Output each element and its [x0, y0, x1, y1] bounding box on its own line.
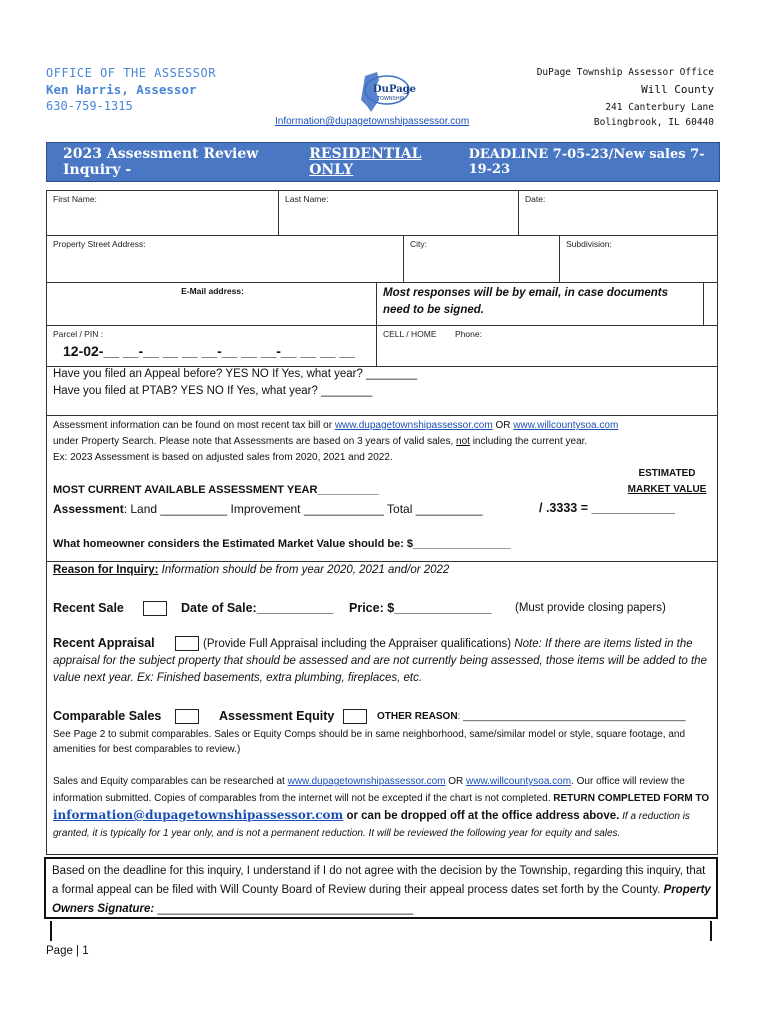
- email-label: E-Mail address:: [181, 286, 244, 296]
- footer-left-mark: [50, 921, 52, 941]
- comparable-sales-label: Comparable Sales: [53, 709, 162, 723]
- title-banner: [46, 142, 720, 182]
- willcounty-link[interactable]: www.willcountysoa.com: [513, 420, 619, 431]
- parcel-label: Parcel / PIN :: [53, 329, 104, 339]
- info-line-3: Ex: 2023 Assessment is based on adjusted sales from 2020, 2021 and 2022.: [53, 452, 393, 463]
- signature-box: [44, 857, 718, 919]
- subdivision-label: Subdivision:: [566, 239, 612, 249]
- info-line-2-text: under Property Search. Please note that Assessments are based on 3 years of valid sales,: [53, 436, 457, 447]
- phone-label: Phone:: [455, 329, 482, 339]
- most-current-year: MOST CURRENT AVAILABLE ASSESSMENT YEAR__________: [53, 484, 379, 496]
- other-reason-label: OTHER REASON: [377, 711, 458, 722]
- info-or: OR: [492, 420, 514, 431]
- last-name-field[interactable]: [278, 190, 519, 236]
- township-logo: [355, 70, 417, 114]
- address-line1: 241 Canterbury Lane: [605, 102, 714, 113]
- footer-right-mark: [710, 921, 712, 941]
- signature-label: Property Owners Signature:: [52, 884, 711, 915]
- reason-section: [46, 561, 718, 855]
- date-of-sale: Date of Sale:___________: [181, 601, 334, 615]
- reason-header: [53, 564, 449, 576]
- return-label: RETURN COMPLETED FORM TO: [553, 792, 710, 804]
- return-email-link[interactable]: information@dupagetownshipassessor.com: [53, 808, 344, 822]
- date-field[interactable]: [518, 190, 718, 236]
- page-number: Page | 1: [46, 945, 89, 957]
- dupage-link[interactable]: www.dupagetownshipassessor.com: [334, 420, 493, 431]
- date-label: Date:: [525, 194, 546, 204]
- research-or: OR: [445, 776, 467, 787]
- first-name-label: First Name:: [53, 194, 97, 204]
- recent-appraisal-label: Recent Appraisal: [53, 636, 155, 650]
- appraisal-text: (Provide Full Appraisal including the Appraiser qualifications): [203, 638, 515, 650]
- city-label: City:: [410, 239, 427, 249]
- research-paragraph: [53, 774, 713, 842]
- page2-note: See Page 2 to submit comparables. Sales or Equity Comps should be in same neighborhood, same/similar model or style, square footage, and amenities for best comparables to review.): [53, 729, 686, 755]
- research-willcounty-link[interactable]: www.willcountysoa.com: [466, 776, 572, 787]
- recent-sale-checkbox[interactable]: [143, 601, 167, 616]
- sale-price: Price: $______________: [349, 601, 492, 615]
- divisor-calc: / .3333 = ____________: [539, 501, 675, 515]
- research-post: . Our office will review the information submitted. Copies of comparables from the internet will not be excepted if the chart is not completed.: [53, 776, 685, 804]
- svg-text:TOWNSHIP: TOWNSHIP: [377, 96, 405, 102]
- appeal-question-1: Have you filed an Appeal before? YES NO If Yes, what year? ________: [53, 368, 418, 380]
- street-address-label: Property Street Address:: [53, 239, 146, 249]
- street-address-field[interactable]: [46, 235, 404, 283]
- banner-title: 2023 Assessment Review Inquiry -: [63, 146, 259, 178]
- signature-text: Based on the deadline for this inquiry, I understand if I do not agree with the decision by the Township, regarding this inquiry, that a formal appeal can be filed with Will County Board of Review during their appeal process dates set forth by the County.: [52, 865, 706, 896]
- comparable-sales-checkbox[interactable]: [175, 709, 199, 724]
- research-text: Sales and Equity comparables can be researched at: [53, 776, 288, 787]
- office-phone: 630-759-1315: [46, 99, 133, 113]
- reduction-note: If a reduction is granted, it is typically for 1 year only, and is not a permanent reduction. It will be reviewed the following year for equity and sales.: [53, 811, 690, 839]
- banner-residential: RESIDENTIAL ONLY: [309, 146, 422, 178]
- office-title: OFFICE OF THE ASSESSOR: [46, 66, 216, 80]
- assessment-fields: : Land __________ Improvement ____________ Total __________: [123, 502, 483, 516]
- signature-line[interactable]: ________________________________________: [157, 903, 414, 915]
- first-name-field[interactable]: [46, 190, 279, 236]
- other-reason: [377, 711, 686, 722]
- info-line-2: [53, 436, 587, 447]
- banner-deadline: DEADLINE 7-05-23/New sales 7-19-23: [468, 147, 705, 177]
- info-line-2-post: including the current year.: [469, 436, 588, 447]
- assessor-name: Ken Harris, Assessor: [46, 82, 197, 97]
- estimated-label: ESTIMATED: [638, 468, 696, 479]
- appeal-question-2: Have you filed at PTAB? YES NO If Yes, what year? ________: [53, 385, 373, 397]
- email-field[interactable]: [46, 282, 377, 326]
- info-line-1: [53, 420, 713, 431]
- closing-note: (Must provide closing papers): [515, 602, 666, 614]
- research-dupage-link[interactable]: www.dupagetownshipassessor.com: [287, 776, 446, 787]
- header-email-link[interactable]: Information@dupagetownshipassessor.com: [275, 116, 470, 127]
- phone-field[interactable]: [376, 325, 718, 367]
- return-post: or can be dropped off at the office address above.: [343, 810, 620, 822]
- email-note-box: [376, 282, 704, 326]
- cell-home-label: CELL / HOME: [383, 329, 437, 339]
- address-line2: Bolingbrook, IL 60440: [593, 117, 714, 128]
- homeowner-estimate: What homeowner considers the Estimated Market Value should be: $________________: [53, 538, 511, 550]
- email-note-side: [703, 282, 718, 326]
- pin-value: 12-02-__ __-__ __ __ __-__ __ __-__ __ __ __: [63, 343, 355, 359]
- appeal-section: [46, 366, 718, 416]
- appraisal-note: Note: If there are items listed in the appraisal for the subject property that should be assessed and are not currently being assessed, those items will be added to the value next year. Ex: Finished basements, extra plumbing, fireplaces, etc.: [53, 638, 707, 684]
- county-name: Will County: [641, 83, 714, 96]
- subdivision-field[interactable]: [559, 235, 718, 283]
- email-note: Most responses will be by email, in case documents need to be signed.: [383, 287, 669, 316]
- city-field[interactable]: [403, 235, 560, 283]
- org-name: DuPage Township Assessor Office: [536, 67, 714, 78]
- assessment-label: Assessment: [53, 502, 124, 516]
- assessment-equity-label: Assessment Equity: [219, 709, 335, 723]
- info-line-1-text: Assessment information can be found on most recent tax bill or: [53, 420, 335, 431]
- svg-text:DuPage: DuPage: [373, 84, 417, 95]
- market-value-label: MARKET VALUE: [627, 484, 707, 495]
- other-reason-line: : ________________________________________: [457, 711, 686, 722]
- assessment-info-section: [46, 416, 718, 562]
- info-not: not: [456, 436, 470, 447]
- appraisal-paragraph: [53, 636, 713, 687]
- recent-sale-label: Recent Sale: [53, 601, 124, 615]
- signature-paragraph: [52, 862, 712, 919]
- parcel-pin-field[interactable]: [46, 325, 377, 367]
- last-name-label: Last Name:: [285, 194, 329, 204]
- reason-title: Reason for Inquiry:: [53, 564, 159, 576]
- assessment-row: [53, 502, 482, 516]
- assessment-equity-checkbox[interactable]: [343, 709, 367, 724]
- reason-subtitle: Information should be from year 2020, 2021 and/or 2022: [158, 564, 450, 576]
